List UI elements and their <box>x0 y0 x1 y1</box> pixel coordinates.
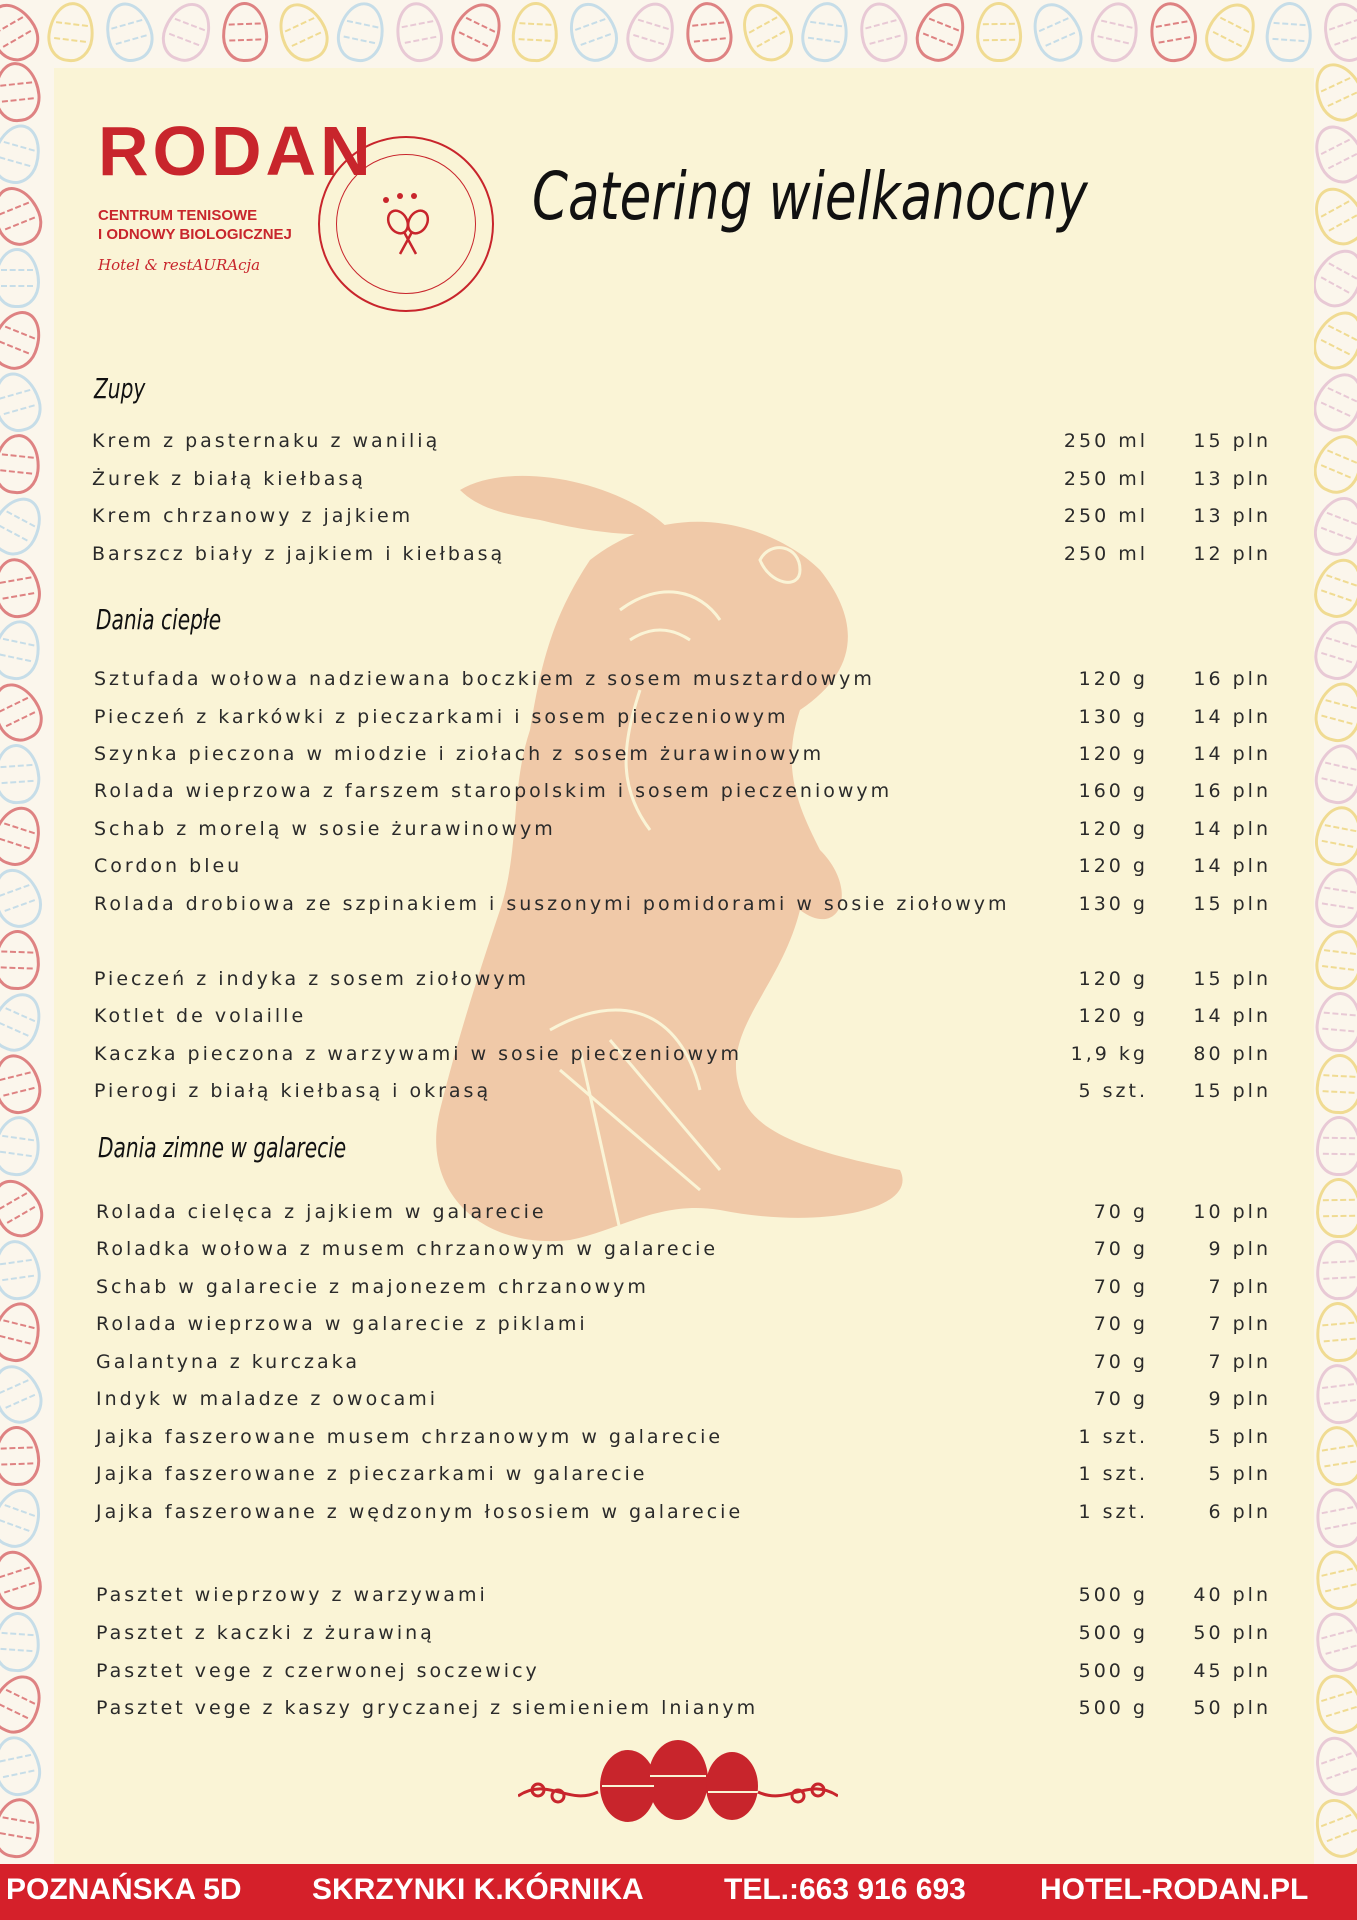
egg-decoration <box>45 0 98 65</box>
menu-row <box>0 1005 1357 1041</box>
egg-decoration <box>0 1732 46 1800</box>
egg-decoration <box>0 0 48 69</box>
menu-item-quantity: 500 g <box>1078 1697 1148 1719</box>
menu-item-name: Sztufada wołowa nadziewana boczkiem z sosem musztardowym <box>94 668 875 690</box>
menu-row <box>0 780 1357 816</box>
menu-item-quantity: 120 g <box>1078 668 1148 690</box>
menu-item-price: 5 pln <box>1208 1463 1271 1485</box>
menu-row <box>0 1043 1357 1079</box>
menu-item-name: Rolada drobiowa ze szpinakiem i suszonymi pomidorami w sosie ziołowym <box>94 893 1010 915</box>
menu-row <box>0 968 1357 1004</box>
footer-bar <box>0 1864 1357 1920</box>
menu-item-quantity: 1 szt. <box>1078 1426 1148 1448</box>
logo-brand: RODAN <box>98 112 375 190</box>
menu-item-name: Pasztet z kaczki z żurawiną <box>96 1622 435 1644</box>
menu-item-quantity: 5 szt. <box>1078 1080 1148 1102</box>
menu-item-quantity: 500 g <box>1078 1660 1148 1682</box>
menu-item-name: Schab w galarecie z majonezem chrzanowym <box>96 1276 649 1298</box>
menu-item-quantity: 120 g <box>1078 855 1148 877</box>
menu-item-quantity: 70 g <box>1093 1238 1148 1260</box>
menu-row <box>0 1276 1357 1312</box>
menu-item-price: 13 pln <box>1193 505 1271 527</box>
section-title-cieple: Dania ciepłe <box>96 603 222 636</box>
menu-item-quantity: 250 ml <box>1063 430 1148 452</box>
menu-item-quantity: 70 g <box>1093 1276 1148 1298</box>
menu-item-price: 13 pln <box>1193 468 1271 490</box>
menu-row <box>0 743 1357 779</box>
egg-decoration <box>332 0 389 66</box>
egg-decoration <box>1315 1116 1357 1177</box>
section-title-zimne: Dania zimne w galarecie <box>98 1131 347 1164</box>
menu-row <box>0 706 1357 742</box>
menu-item-quantity: 70 g <box>1093 1388 1148 1410</box>
egg-decoration <box>683 0 735 64</box>
egg-decoration <box>0 367 47 437</box>
egg-decoration <box>1307 1792 1357 1864</box>
menu-item-quantity: 1 szt. <box>1078 1463 1148 1485</box>
egg-decoration <box>0 1794 45 1861</box>
egg-decoration <box>0 119 47 189</box>
menu-item-price: 14 pln <box>1193 855 1271 877</box>
menu-row <box>0 1351 1357 1387</box>
egg-decoration <box>0 180 50 253</box>
menu-item-name: Pieczeń z karkówki z pieczarkami i sosem pieczeniowym <box>94 706 789 728</box>
menu-item-name: Pasztet vege z czerwonej soczewicy <box>96 1660 540 1682</box>
menu-item-quantity: 500 g <box>1078 1584 1148 1606</box>
logo-tagline: Hotel & restAURAcja <box>98 256 261 274</box>
egg-decoration <box>0 304 50 377</box>
menu-item-name: Jajka faszerowane musem chrzanowym w galarecie <box>96 1426 724 1448</box>
menu-item-price: 10 pln <box>1193 1201 1271 1223</box>
menu-item-price: 50 pln <box>1193 1697 1271 1719</box>
menu-item-price: 5 pln <box>1208 1426 1271 1448</box>
menu-item-name: Barszcz biały z jajkiem i kiełbasą <box>92 543 506 565</box>
menu-item-price: 40 pln <box>1193 1584 1271 1606</box>
easter-eggs-decoration <box>518 1736 838 1832</box>
menu-row <box>0 818 1357 854</box>
menu-item-quantity: 130 g <box>1078 893 1148 915</box>
egg-decoration <box>561 0 625 68</box>
menu-item-name: Rolada wieprzowa z farszem staropolskim i sosem pieczeniowym <box>94 780 893 802</box>
egg-decoration <box>0 60 43 124</box>
menu-item-quantity: 500 g <box>1078 1622 1148 1644</box>
menu-row <box>0 1426 1357 1462</box>
section-title-zupy: Zupy <box>94 372 146 405</box>
menu-item-price: 7 pln <box>1208 1351 1271 1373</box>
menu-item-name: Kaczka pieczona z warzywami w sosie pieczeniowym <box>94 1043 742 1065</box>
egg-decoration <box>443 0 511 69</box>
menu-row <box>0 1697 1357 1733</box>
menu-item-price: 16 pln <box>1193 668 1271 690</box>
menu-item-name: Jajka faszerowane z pieczarkami w galarecie <box>96 1463 648 1485</box>
menu-item-price: 7 pln <box>1208 1276 1271 1298</box>
egg-decoration <box>853 0 913 67</box>
menu-row <box>0 1238 1357 1274</box>
menu-item-price: 14 pln <box>1193 706 1271 728</box>
menu-item-name: Żurek z białą kiełbasą <box>92 468 366 490</box>
menu-item-quantity: 250 ml <box>1063 505 1148 527</box>
menu-item-name: Jajka faszerowane z wędzonym łososiem w galarecie <box>96 1501 744 1523</box>
menu-item-price: 14 pln <box>1193 818 1271 840</box>
footer-address: POZNAŃSKA 5D <box>6 1873 242 1906</box>
menu-item-name: Krem chrzanowy z jajkiem <box>92 505 414 527</box>
menu-item-price: 16 pln <box>1193 780 1271 802</box>
menu-item-name: Szynka pieczona w miodzie i ziołach z sosem żurawinowym <box>94 743 825 765</box>
menu-item-price: 15 pln <box>1193 430 1271 452</box>
menu-item-price: 45 pln <box>1193 1660 1271 1682</box>
menu-row <box>0 668 1357 704</box>
menu-item-name: Rolada cielęca z jajkiem w galarecie <box>96 1201 547 1223</box>
menu-row <box>0 855 1357 891</box>
egg-decoration <box>99 0 160 67</box>
egg-decoration <box>1024 0 1090 69</box>
menu-item-price: 15 pln <box>1193 893 1271 915</box>
egg-decoration <box>908 0 973 68</box>
egg-decoration <box>0 1113 44 1179</box>
menu-item-quantity: 250 ml <box>1063 468 1148 490</box>
egg-decoration <box>1315 0 1357 68</box>
menu-row <box>0 543 1357 579</box>
menu-item-quantity: 70 g <box>1093 1351 1148 1373</box>
menu-item-name: Pieczeń z indyka z sosem ziołowym <box>94 968 530 990</box>
footer-phone: TEL.:663 916 693 <box>724 1873 966 1906</box>
egg-decoration <box>798 0 852 65</box>
menu-row <box>0 1584 1357 1620</box>
egg-decoration <box>1197 0 1265 69</box>
menu-item-name: Indyk w maladze z owocami <box>96 1388 439 1410</box>
menu-item-quantity: 120 g <box>1078 743 1148 765</box>
menu-row <box>0 893 1357 929</box>
menu-item-quantity: 120 g <box>1078 818 1148 840</box>
logo-subtitle-line2: I ODNOWY BIOLOGICZNEJ <box>98 226 292 243</box>
menu-item-name: Krem z pasternaku z wanilią <box>92 430 441 452</box>
menu-item-name: Schab z morelą w sosie żurawinowym <box>94 818 556 840</box>
menu-item-quantity: 160 g <box>1078 780 1148 802</box>
egg-decoration <box>391 0 448 66</box>
menu-item-name: Rolada wieprzowa w galarecie z piklami <box>96 1313 588 1335</box>
menu-item-price: 14 pln <box>1193 743 1271 765</box>
menu-row <box>0 505 1357 541</box>
egg-decoration <box>1264 0 1314 63</box>
egg-decoration <box>269 0 336 69</box>
menu-item-price: 7 pln <box>1208 1313 1271 1335</box>
menu-row <box>0 1313 1357 1349</box>
menu-item-quantity: 130 g <box>1078 706 1148 728</box>
egg-decoration <box>975 2 1022 63</box>
menu-item-quantity: 1 szt. <box>1078 1501 1148 1523</box>
menu-item-price: 15 pln <box>1193 968 1271 990</box>
menu-item-quantity: 120 g <box>1078 1005 1148 1027</box>
menu-item-name: Pierogi z białą kiełbasą i okrasą <box>94 1080 492 1102</box>
menu-item-name: Kotlet de volaille <box>94 1005 307 1027</box>
menu-item-price: 80 pln <box>1193 1043 1271 1065</box>
menu-row <box>0 468 1357 504</box>
egg-decoration <box>221 1 269 63</box>
egg-decoration <box>510 1 559 63</box>
menu-item-name: Pasztet wieprzowy z warzywami <box>96 1584 488 1606</box>
egg-decoration <box>1307 1730 1357 1802</box>
egg-decoration <box>0 248 40 308</box>
tennis-rackets-icon <box>376 192 440 262</box>
menu-item-quantity: 70 g <box>1093 1201 1148 1223</box>
menu-row <box>0 430 1357 466</box>
footer-website[interactable]: HOTEL-RODAN.PL <box>1040 1873 1309 1906</box>
menu-item-name: Roladka wołowa z musem chrzanowym w galarecie <box>96 1238 719 1260</box>
menu-item-name: Pasztet vege z kaszy gryczanej z siemieniem lnianym <box>96 1697 759 1719</box>
logo-seal <box>318 136 494 312</box>
menu-item-price: 9 pln <box>1208 1388 1271 1410</box>
menu-row <box>0 1388 1357 1424</box>
menu-row <box>0 1622 1357 1658</box>
menu-item-quantity: 120 g <box>1078 968 1148 990</box>
menu-item-price: 50 pln <box>1193 1622 1271 1644</box>
menu-item-quantity: 70 g <box>1093 1313 1148 1335</box>
menu-row <box>0 1660 1357 1696</box>
footer-city: SKRZYNKI K.KÓRNIKA <box>312 1873 644 1906</box>
egg-decoration <box>1086 0 1144 66</box>
menu-item-price: 6 pln <box>1208 1501 1271 1523</box>
menu-item-name: Cordon bleu <box>94 855 243 877</box>
menu-item-price: 15 pln <box>1193 1080 1271 1102</box>
menu-row <box>0 1463 1357 1499</box>
menu-item-price: 9 pln <box>1208 1238 1271 1260</box>
menu-item-name: Galantyna z kurczaka <box>96 1351 360 1373</box>
page-title: Catering wielkanocny <box>532 158 1088 235</box>
logo-subtitle-line1: CENTRUM TENISOWE <box>98 207 258 224</box>
menu-item-price: 14 pln <box>1193 1005 1271 1027</box>
menu-row <box>0 1501 1357 1537</box>
menu-item-price: 12 pln <box>1193 543 1271 565</box>
egg-decoration <box>155 0 219 68</box>
menu-row <box>0 1201 1357 1237</box>
menu-item-quantity: 1,9 kg <box>1070 1043 1148 1065</box>
egg-decoration <box>1145 0 1201 66</box>
menu-row <box>0 1080 1357 1116</box>
egg-decoration <box>732 0 801 69</box>
egg-decoration <box>620 0 682 67</box>
menu-item-quantity: 250 ml <box>1063 543 1148 565</box>
